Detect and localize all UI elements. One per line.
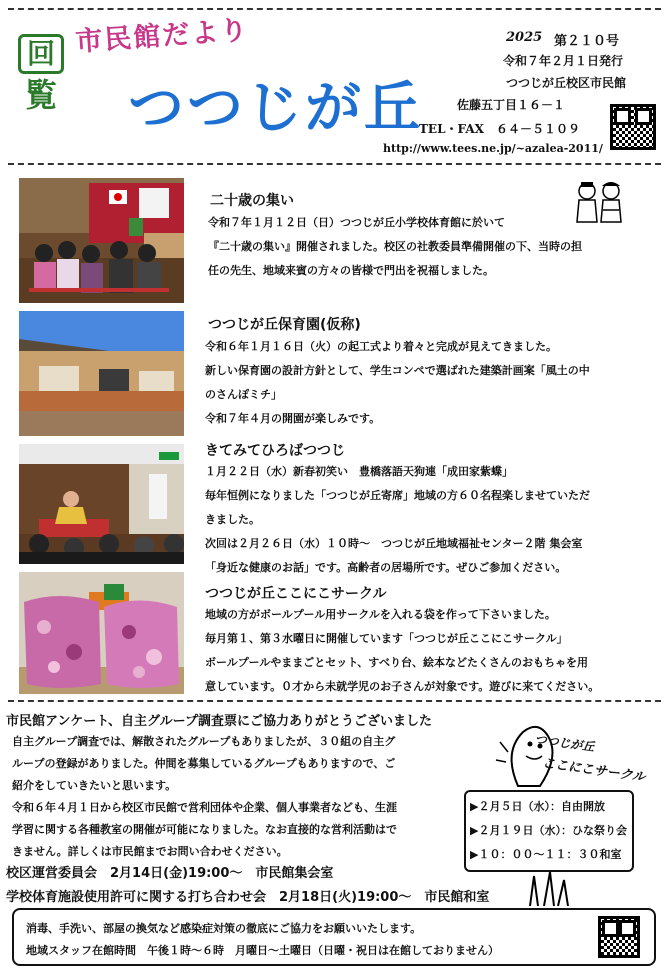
article-1-line: 任の先生、地域来賓の方々の皆様で門出を祝福しました。 (208, 264, 494, 277)
article-2-line: 令和７年４月の開園が楽しみです。 (205, 412, 381, 425)
article-4-line: 意しています。０才から未就学児のお子さんが対象です。遊びに来てください。 (205, 680, 600, 693)
article-2-title: つつじが丘保育園(仮称) (208, 317, 361, 333)
article-1-line: 令和７年１月１２日（日）つつじが丘小学校体育館に於いて (208, 216, 505, 229)
photo-nursery-building (19, 311, 184, 436)
articles-dashed-rule (8, 700, 661, 702)
article-2-line: 令和６年１月１６日（火）の起工式より着々と完成が見えてきました。 (205, 340, 557, 353)
photo-coming-of-age (19, 178, 184, 303)
survey-line: 学習に関する各種教室の開催が可能になりました。なお直接的な営利活動はで (12, 823, 397, 836)
photo-rakugo-event (19, 444, 184, 564)
footer-line-1: 消毒、手洗い、部屋の換気など感染症対策の徹底にご協力をお願いいたします。 (26, 922, 422, 935)
article-3-line: 毎年恒例になりました「つつじが丘寄席」地域の方６０名程楽しませていただ (205, 489, 590, 502)
grass-illustration (520, 872, 580, 906)
meeting-notice-2: 学校体育施設使用許可に関する打ち合わせ会 2月18日(火)19:00～ 市民館和室 (6, 890, 490, 905)
meeting-notice-1: 校区運営委員会 2月14日(金)19:00～ 市民館集会室 (6, 866, 334, 881)
article-4-line: ボールプールやままごとセット、すべり台、絵本などたくさんのおもちゃを用 (205, 656, 589, 669)
issue-date: 令和７年２月１日発行 (503, 54, 624, 68)
survey-body (12, 731, 397, 863)
survey-title: 市民館アンケート、自主グループ調査票にご協力ありがとうございました (6, 714, 433, 729)
website-url[interactable]: http://www.tees.ne.jp/~azalea-2011/ (383, 142, 603, 155)
survey-line: 紹介をしていきたいと思います。 (12, 779, 177, 792)
newsletter-subtitle: 市民館だより (74, 14, 251, 58)
article-4-line: 毎月第１、第３水曜日に開催しています「つつじが丘ここにこサークル」 (205, 632, 568, 645)
article-2-line: 新しい保育園の設計方針として、学生コンペで選ばれた建築計画案「風土の中 (205, 364, 590, 377)
article-4-line: 地域の方がボールプール用サークルを入れる袋を作って下さいました。 (205, 608, 556, 621)
article-1-body (208, 211, 582, 283)
article-3-line: きました。 (205, 513, 260, 526)
header-dashed-rule (8, 163, 661, 165)
header-qr-code[interactable] (610, 104, 656, 150)
survey-line: きません。詳しくは市民館までお問い合わせください。 (12, 845, 288, 858)
tel-fax: TEL・FAX ６４－５１０９ (419, 122, 580, 136)
circle-schedule-box (464, 790, 634, 872)
footer-notice-box (12, 908, 656, 966)
schedule-item: ▶２月１９日（水）：ひな祭り会 (470, 824, 627, 837)
circle-bubble-line2: ここにこサークル (541, 755, 647, 786)
issue-number: 第２１０号 (554, 34, 620, 49)
publisher: つつじが丘校区市民館 (506, 76, 627, 90)
article-1-line: 『二十歳の集い』開催されました。校区の社教委員準備開催の下、当時の担 (208, 240, 582, 253)
address: 佐藤五丁目１６－１ (457, 98, 566, 112)
kairan-stamp (18, 34, 64, 116)
issue-year: 2025 (506, 30, 543, 45)
schedule-item: ▶１０：００～１１：３０和室 (470, 848, 622, 861)
article-3-line: 「身近な健康のお話」です。高齢者の居場所です。ぜひご参加ください。 (205, 561, 567, 574)
photo-ball-pool-bags (19, 572, 184, 694)
article-3-title: きてみてひろばつつじ (205, 443, 345, 459)
article-4-title: つつじが丘ここにこサークル (205, 586, 387, 602)
article-3-line: 次回は２月２６日（水）１０時～ つつじが丘地域福祉センター２階 集会室 (205, 537, 583, 550)
kairan-char-1: 回 (18, 34, 64, 74)
article-4-body (205, 603, 599, 699)
survey-line: 自主グループ調査では、解散されたグループもありましたが、３０組の自主グ (12, 735, 396, 748)
schedule-item-text: １０：００～１１：３０和室 (478, 848, 622, 861)
article-1-title: 二十歳の集い (210, 193, 294, 209)
survey-line: ループの登録がありました。仲間を募集しているグループもありますので、ご (12, 757, 396, 770)
article-2-body (205, 335, 590, 431)
kairan-char-2: 覧 (24, 76, 57, 114)
survey-line: 令和６年４月１日から校区市民館で営利団体や企業、個人事業者なども、生涯 (12, 801, 397, 814)
circle-bubble-line1: つつじが丘 (533, 731, 596, 755)
article-2-line: のさんぽミチ」 (205, 388, 282, 401)
schedule-item-text: ２月５日（水）：自由開放 (478, 800, 605, 813)
schedule-item: ▶２月５日（水）：自由開放 (470, 800, 605, 813)
article-3-body (205, 460, 590, 580)
footer-line-2: 地域スタッフ在館時間 午後１時～６時 月曜日～土曜日（日曜・祝日は在館しておりません） (26, 944, 499, 957)
footer-qr-code[interactable] (598, 916, 640, 958)
schedule-item-text: ２月１９日（水）：ひな祭り会 (478, 824, 627, 837)
top-dashed-rule (8, 8, 661, 10)
newsletter-title: つつじが丘 (128, 75, 423, 141)
article-3-line: １月２２日（水）新春初笑い 豊橋落語天狗連「成田家紫蝶」 (205, 465, 513, 478)
